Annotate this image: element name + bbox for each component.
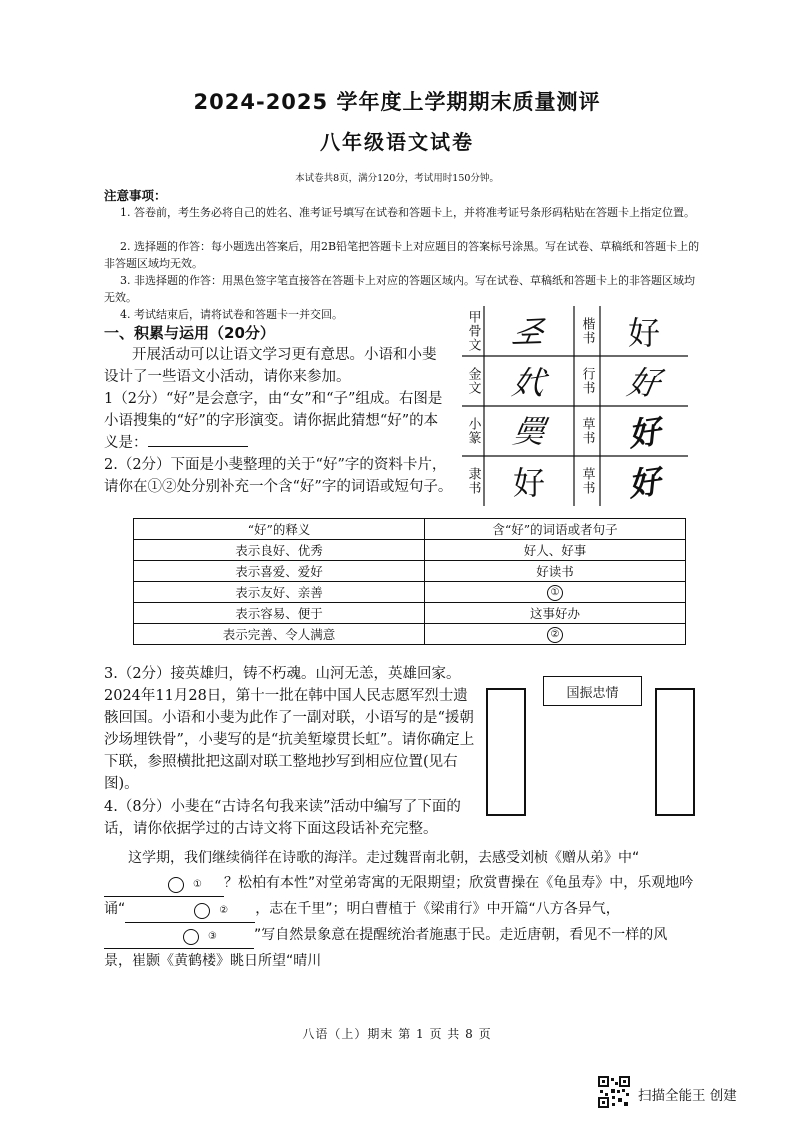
notice-item-1: 1. 答卷前，考生务必将自己的姓名、准考证号填写在试卷和答题卡上，并将准考证号条形码粘贴在答题卡上指定位置。 — [120, 206, 695, 219]
script-label: 楷书 — [579, 317, 595, 345]
table-row — [134, 561, 686, 582]
script-label: 甲骨文 — [465, 310, 481, 352]
answer-blank-2[interactable] — [125, 897, 255, 923]
circled-number: ③ — [183, 929, 199, 945]
glyph-cursive-2: 好 — [625, 461, 663, 505]
table-cell: 这事好办 — [425, 603, 686, 624]
glyph-oracle: 𢀖 — [509, 312, 549, 350]
table-cell: 表示良好、优秀 — [134, 540, 425, 561]
character-evolution-grid — [462, 306, 688, 506]
script-label: 金文 — [465, 367, 481, 395]
script-label: 草书 — [579, 467, 595, 495]
answer-blank-3[interactable] — [104, 923, 254, 949]
glyph-regular: 好 — [627, 314, 660, 352]
answer-blank-1[interactable] — [104, 871, 224, 897]
couplet-left-box[interactable] — [486, 688, 526, 816]
script-label: 小篆 — [465, 417, 481, 445]
exam-title: 2024-2025 学年度上学期期末质量测评 — [193, 90, 601, 114]
circled-number: ① — [168, 877, 184, 893]
table-answer-cell[interactable] — [425, 624, 686, 645]
question-1 — [104, 388, 444, 454]
question-4-intro: 4.（8分）小斐在“古诗名句我来读”活动中编写了下面的话，请你依据学过的古诗文将下面这段话补充完整。 — [104, 799, 461, 837]
table-row — [134, 624, 686, 645]
circled-number: ① — [547, 585, 563, 601]
passage-part: ？松柏有本性”对堂弟寄寓的无限期望；欣赏曹操在《龟虽寿》中，乐观地吟诵“ — [104, 875, 694, 917]
table-cell: 表示完善、令人满意 — [134, 624, 425, 645]
table-row — [134, 603, 686, 624]
table-row — [134, 540, 686, 561]
glyph-running: 好 — [624, 364, 663, 402]
notice-item-3: 3. 非选择题的作答：用黑色签字笔直接答在答题卡上对应的答题区域内。写在试卷、草稿纸和答题卡上的非答题区域均无效。 — [104, 274, 695, 304]
notice-item-4: 4. 考试结束后，请将试卷和答题卡一并交回。 — [120, 308, 343, 321]
section-intro: 开展活动可以让语文学习更有意思。小语和小斐设计了一些语文小活动，请你来参加。 — [104, 347, 437, 385]
table-cell: 好读书 — [425, 561, 686, 582]
passage-part: ，志在千里”；明白曹植于《梁甫行》中开篇“八方各异气， — [255, 901, 620, 917]
question-4-intro-line1 — [104, 796, 476, 840]
script-label: 草书 — [579, 417, 595, 445]
script-label: 行书 — [579, 367, 595, 395]
table-answer-cell[interactable] — [425, 582, 686, 603]
passage-part: ”写自然景象意在提醒统治者施惠于民。走近唐朝，看见不一样的风景，崔颢《黄鹤楼》眺日所望“晴川 — [104, 927, 668, 969]
table-header: 含“好”的词语或者句子 — [425, 519, 686, 540]
table-header-row — [134, 519, 686, 540]
answer-blank[interactable] — [148, 432, 248, 447]
glyph-seal: 𡚇 — [509, 412, 549, 451]
circled-number: ② — [547, 627, 563, 643]
table-cell: 好人、好事 — [425, 540, 686, 561]
table-cell: 表示喜爱、爱好 — [134, 561, 425, 582]
notice-item-2: 2. 选择题的作答：每小题选出答案后，用2B铅笔把答题卡上对应题目的答案标号涂黑。写在试卷、草稿纸和答题卡上的非答题区域均无效。 — [104, 240, 700, 270]
table-cell: 表示容易、便于 — [134, 603, 425, 624]
table-header: “好”的释义 — [134, 519, 425, 540]
glyph-bronze: 㚤 — [509, 364, 548, 402]
glyph-clerical: 好 — [512, 464, 545, 502]
question-1-text: 1（2分）“好”是会意字，由“女”和“子”组成。右图是小语搜集的“好”的字形演变。请你据此猜想“好”的本义是： — [104, 391, 443, 451]
question-2: 2.（2分）下面是小斐整理的关于“好”字的资料卡片，请你在①②处分别补充一个含“好”字的词语或短句子。 — [104, 457, 453, 495]
qr-code-icon — [598, 1076, 630, 1108]
exam-subtitle: 八年级语文试卷 — [320, 130, 474, 154]
circled-number: ② — [194, 903, 210, 919]
question-4-passage — [104, 846, 694, 974]
section-heading: 一、积累与运用（20分） — [104, 324, 275, 342]
table-row — [134, 582, 686, 603]
couplet-banner: 国振忠情 — [543, 676, 642, 706]
hao-info-table — [133, 518, 686, 645]
passage-part: 这学期，我们继续徜徉在诗歌的海洋。走过魏晋南北朝，去感受刘桢《赠从弟》中“ — [128, 850, 640, 866]
page-footer: 八语（上）期末 第 1 页 共 8 页 — [302, 1027, 492, 1041]
couplet-right-box[interactable] — [655, 688, 695, 816]
exam-meta: 本试卷共8页，满分120分，考试用时150分钟。 — [295, 173, 499, 184]
question-3: 3.（2分）接英雄归，铸不朽魂。山河无恙，英雄回家。2024年11月28日，第十一批在韩中国人民志愿军烈士遗骸回国。小语和小斐为此作了一副对联，小语写的是“援朝沙场埋铁骨”，小斐写的是“抗美堑壕贯长虹”。请你确定上下联，参照横批把这副对联工整地抄写到相应位置(见右图)。 — [104, 666, 475, 792]
table-cell: 表示友好、亲善 — [134, 582, 425, 603]
notice-heading: 注意事项： — [104, 188, 167, 203]
glyph-cursive: 好 — [625, 411, 663, 455]
scanner-watermark: 扫描全能王 创建 — [638, 1088, 737, 1104]
script-label: 隶书 — [465, 467, 481, 495]
